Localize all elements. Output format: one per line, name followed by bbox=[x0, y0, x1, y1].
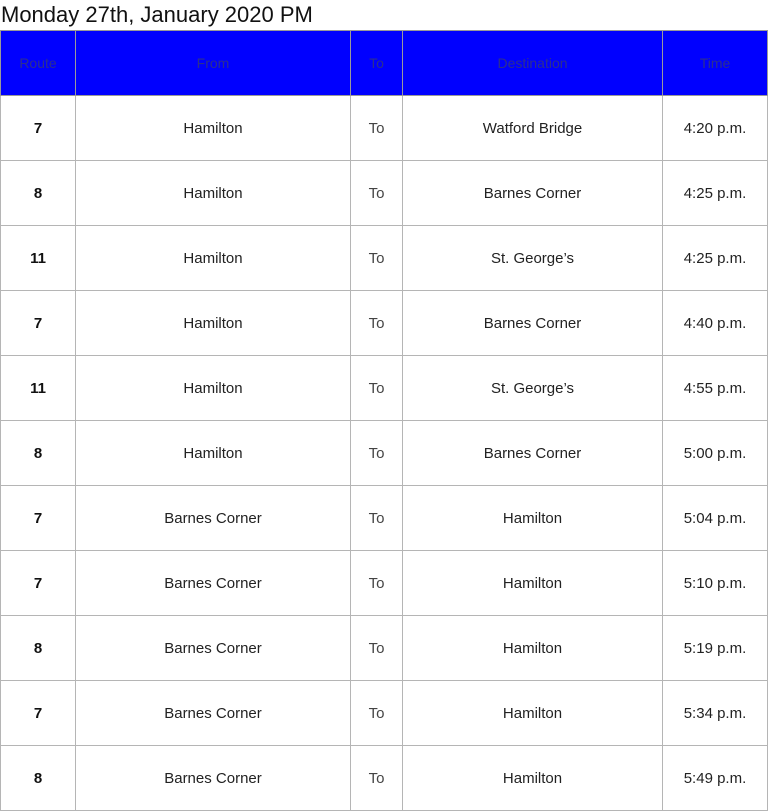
route-cell: 8 bbox=[1, 616, 76, 681]
table-body bbox=[1, 96, 768, 811]
to-cell: To bbox=[351, 291, 403, 356]
time-cell: 4:40 p.m. bbox=[663, 291, 768, 356]
from-cell: Barnes Corner bbox=[76, 616, 351, 681]
destination-cell: Hamilton bbox=[403, 486, 663, 551]
from-cell: Hamilton bbox=[76, 226, 351, 291]
destination-cell: Hamilton bbox=[403, 616, 663, 681]
route-cell: 7 bbox=[1, 291, 76, 356]
destination-cell: Barnes Corner bbox=[403, 421, 663, 486]
destination-cell: Hamilton bbox=[403, 551, 663, 616]
route-cell: 7 bbox=[1, 96, 76, 161]
to-cell: To bbox=[351, 356, 403, 421]
to-cell: To bbox=[351, 486, 403, 551]
from-cell: Hamilton bbox=[76, 96, 351, 161]
from-cell: Barnes Corner bbox=[76, 486, 351, 551]
table-row bbox=[1, 421, 768, 486]
route-cell: 11 bbox=[1, 226, 76, 291]
table-row bbox=[1, 616, 768, 681]
time-cell: 4:20 p.m. bbox=[663, 96, 768, 161]
destination-cell: Hamilton bbox=[403, 746, 663, 811]
route-cell: 8 bbox=[1, 421, 76, 486]
to-cell: To bbox=[351, 746, 403, 811]
time-cell: 5:10 p.m. bbox=[663, 551, 768, 616]
header-from: From bbox=[76, 31, 351, 96]
destination-cell: Barnes Corner bbox=[403, 161, 663, 226]
header-row bbox=[1, 31, 768, 96]
destination-cell: Watford Bridge bbox=[403, 96, 663, 161]
table-row bbox=[1, 681, 768, 746]
header-to: To bbox=[351, 31, 403, 96]
time-cell: 5:00 p.m. bbox=[663, 421, 768, 486]
to-cell: To bbox=[351, 421, 403, 486]
destination-cell: St. George’s bbox=[403, 356, 663, 421]
route-cell: 7 bbox=[1, 486, 76, 551]
route-cell: 8 bbox=[1, 746, 76, 811]
from-cell: Barnes Corner bbox=[76, 746, 351, 811]
header-destination: Destination bbox=[403, 31, 663, 96]
time-cell: 4:25 p.m. bbox=[663, 226, 768, 291]
route-cell: 8 bbox=[1, 161, 76, 226]
bus-schedule-table bbox=[0, 30, 768, 811]
time-cell: 4:25 p.m. bbox=[663, 161, 768, 226]
page-title: Monday 27th, January 2020 PM bbox=[1, 2, 313, 27]
destination-cell: Barnes Corner bbox=[403, 291, 663, 356]
table-row bbox=[1, 161, 768, 226]
to-cell: To bbox=[351, 96, 403, 161]
header-route: Route bbox=[1, 31, 76, 96]
from-cell: Barnes Corner bbox=[76, 681, 351, 746]
to-cell: To bbox=[351, 681, 403, 746]
to-cell: To bbox=[351, 616, 403, 681]
table-row bbox=[1, 291, 768, 356]
time-cell: 5:49 p.m. bbox=[663, 746, 768, 811]
table-row bbox=[1, 486, 768, 551]
time-cell: 5:04 p.m. bbox=[663, 486, 768, 551]
table-row bbox=[1, 96, 768, 161]
time-cell: 5:19 p.m. bbox=[663, 616, 768, 681]
time-cell: 5:34 p.m. bbox=[663, 681, 768, 746]
from-cell: Hamilton bbox=[76, 356, 351, 421]
time-cell: 4:55 p.m. bbox=[663, 356, 768, 421]
to-cell: To bbox=[351, 226, 403, 291]
table-header bbox=[1, 31, 768, 96]
table-row bbox=[1, 551, 768, 616]
from-cell: Barnes Corner bbox=[76, 551, 351, 616]
to-cell: To bbox=[351, 161, 403, 226]
route-cell: 7 bbox=[1, 681, 76, 746]
from-cell: Hamilton bbox=[76, 421, 351, 486]
from-cell: Hamilton bbox=[76, 291, 351, 356]
table-row bbox=[1, 226, 768, 291]
route-cell: 11 bbox=[1, 356, 76, 421]
destination-cell: St. George’s bbox=[403, 226, 663, 291]
route-cell: 7 bbox=[1, 551, 76, 616]
to-cell: To bbox=[351, 551, 403, 616]
header-time: Time bbox=[663, 31, 768, 96]
destination-cell: Hamilton bbox=[403, 681, 663, 746]
table-row bbox=[1, 356, 768, 421]
from-cell: Hamilton bbox=[76, 161, 351, 226]
table-row bbox=[1, 746, 768, 811]
